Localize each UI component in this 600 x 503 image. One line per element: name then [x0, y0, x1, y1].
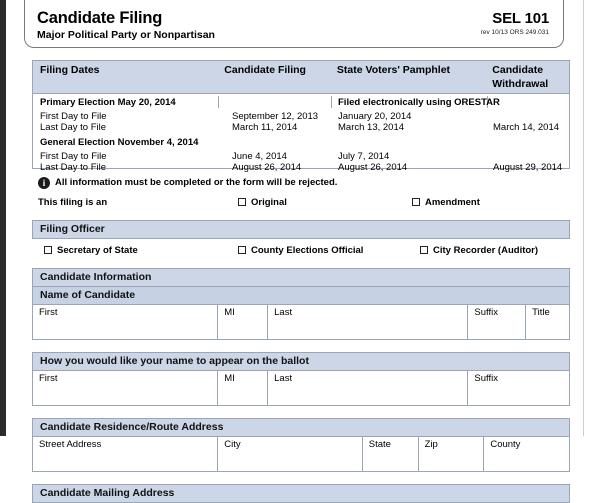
cell-pamphlet: March 13, 2014: [338, 122, 405, 133]
column-divider-tick: [218, 96, 219, 108]
field-first[interactable]: First: [39, 373, 58, 384]
checkbox-box[interactable]: [412, 198, 420, 206]
ballot-name-section: [32, 352, 570, 406]
form-revision: rev 10/13 ORS 249.031: [480, 29, 549, 36]
cell-candidate-filing: June 4, 2014: [232, 151, 287, 162]
electronic-filing-note: Filed electronically using ORESTAR: [338, 97, 500, 108]
cell-withdrawal: March 14, 2014: [493, 122, 560, 133]
checkbox-amendment[interactable]: [412, 197, 480, 208]
column-divider-tick: [331, 96, 332, 108]
group-heading-primary: Primary Election May 20, 2014: [40, 97, 176, 108]
col-header-candidate-filing: Candidate Filing: [224, 64, 306, 76]
candidate-information-heading: Candidate Information: [32, 268, 570, 287]
field-suffix[interactable]: Suffix: [467, 371, 569, 405]
mailing-address-section: [32, 484, 570, 503]
filing-officer-options-row: [38, 244, 584, 260]
field-last[interactable]: Last: [267, 305, 467, 339]
row-label: First Day to File: [40, 151, 107, 162]
checkbox-box[interactable]: [44, 246, 52, 254]
field-state[interactable]: State: [362, 437, 418, 471]
filing-dates-table: [32, 60, 570, 173]
mailing-address-heading: Candidate Mailing Address: [32, 484, 570, 503]
cell-pamphlet: August 26, 2014: [338, 162, 408, 173]
form-title-block: [24, 0, 564, 48]
field-city[interactable]: City: [217, 437, 361, 471]
cell-withdrawal: August 29, 2014: [493, 162, 563, 173]
name-of-candidate-fields: [32, 305, 570, 340]
cell-pamphlet: January 20, 2014: [338, 111, 412, 122]
page-title: Candidate Filing: [37, 9, 163, 27]
checkbox-secretary-of-state[interactable]: [44, 245, 138, 256]
notice-text: All information must be completed or the form will be rejected.: [55, 177, 338, 188]
ballot-name-heading: How you would like your name to appear on the ballot: [32, 352, 570, 371]
checkbox-original[interactable]: [238, 197, 287, 208]
checkbox-city-recorder[interactable]: [420, 245, 538, 256]
checkbox-label: County Elections Official: [251, 245, 364, 256]
checkbox-label: City Recorder (Auditor): [433, 245, 539, 256]
field-street-address[interactable]: Street Address: [39, 439, 102, 450]
field-zip[interactable]: Zip: [418, 437, 484, 471]
field-mi[interactable]: MI: [217, 305, 267, 339]
filing-dates-body: [32, 94, 570, 173]
residence-address-fields: [32, 437, 570, 472]
form-sheet: [18, 0, 584, 499]
checkbox-label: Amendment: [425, 197, 480, 208]
field-first[interactable]: First: [39, 307, 58, 318]
info-icon: i: [38, 177, 50, 189]
page-left-gutter: [6, 0, 18, 436]
field-mi[interactable]: MI: [217, 371, 267, 405]
filing-type-label: This filing is an: [38, 197, 108, 208]
completion-notice: [38, 177, 584, 192]
row-label: First Day to File: [40, 111, 107, 122]
checkbox-box[interactable]: [420, 246, 428, 254]
checkbox-label: Original: [251, 197, 287, 208]
col-header-candidate-withdrawal: Candidate Withdrawal: [492, 64, 549, 90]
ballot-name-fields: [32, 371, 570, 406]
col-header-filing-dates: Filing Dates: [40, 64, 100, 76]
row-label: Last Day to File: [40, 162, 106, 173]
residence-address-heading: Candidate Residence/Route Address: [32, 418, 570, 437]
page-right-gutter: [583, 0, 600, 436]
checkbox-label: Secretary of State: [57, 245, 138, 256]
residence-address-section: [32, 418, 570, 472]
name-of-candidate-heading: Name of Candidate: [32, 287, 570, 305]
field-suffix[interactable]: Suffix: [467, 305, 525, 339]
field-last[interactable]: Last: [267, 371, 467, 405]
filing-officer-section: [32, 220, 570, 239]
field-county[interactable]: County: [483, 437, 569, 471]
page-subtitle: Major Political Party or Nonpartisan: [37, 29, 215, 41]
cell-candidate-filing: August 26, 2014: [232, 162, 302, 173]
filing-type-row: [38, 196, 584, 212]
candidate-information-section: [32, 268, 570, 340]
row-label: Last Day to File: [40, 122, 106, 133]
group-heading-general: General Election November 4, 2014: [40, 137, 199, 148]
cell-candidate-filing: September 12, 2013: [232, 111, 319, 122]
filing-dates-header-row: [32, 60, 570, 94]
form-code: SEL 101: [492, 10, 549, 27]
field-title[interactable]: Title: [525, 305, 569, 339]
checkbox-county-elections-official[interactable]: [238, 245, 363, 256]
filing-officer-heading: Filing Officer: [32, 220, 570, 239]
checkbox-box[interactable]: [238, 198, 246, 206]
cell-candidate-filing: March 11, 2014: [232, 122, 298, 133]
checkbox-box[interactable]: [238, 246, 246, 254]
cell-pamphlet: July 7, 2014: [338, 151, 390, 162]
col-header-state-voters-pamphlet: State Voters' Pamphlet: [336, 64, 451, 76]
